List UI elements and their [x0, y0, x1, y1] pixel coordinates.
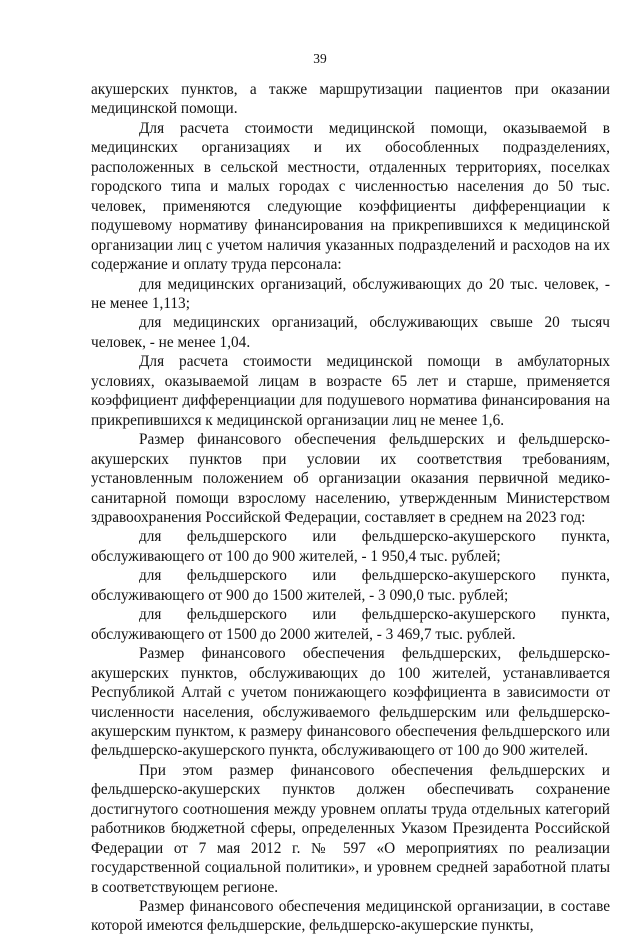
- paragraph: для фельдшерского или фельдшерско-акушерского пункта, обслуживающего от 100 до 900 жителей, - 1 950,4 тыс. рублей;: [91, 528, 610, 565]
- paragraph: Размер финансового обеспечения фельдшерских и фельдшерско-акушерских пунктов при условии их соответствия требованиям, установленным положением об организации оказания первичной медико-санитарной помощи взрослому населению, утвержденным Министерством здравоохранения Российской Федерации, составляет в среднем на 2023 год:: [91, 431, 610, 526]
- document-body: [91, 80, 610, 936]
- paragraph: Для расчета стоимости медицинской помощи, оказываемой в медицинских организациях и их обособленных подразделениях, расположенных в сельской местности, отдаленных территориях, поселках городского типа и малых городах с численностью населения до 50 тыс. человек, применяются следующие коэффициенты дифференциации к подушевому нормативу финансирования на прикрепившихся к медицинской организации лиц с учетом наличия указанных подразделений и расходов на их содержание и оплату труда персонала:: [91, 119, 610, 274]
- paragraph: Размер финансового обеспечения фельдшерских, фельдшерско-акушерских пунктов, обслуживающих до 100 жителей, устанавливается Республикой Алтай с учетом понижающего коэффициента в зависимости от численности населения, обслуживаемого фельдшерским или фельдшерско-акушерским пунктом, к размеру финансового обеспечения фельдшерского или фельдшерско-акушерского пункта, обслуживающего от 100 до 900 жителей.: [91, 645, 610, 760]
- paragraph: При этом размер финансового обеспечения фельдшерских и фельдшерско-акушерских пунктов должен обеспечивать сохранение достигнутого соотношения между уровнем оплаты труда отдельных категорий работников бюджетной сферы, определенных Указом Президента Российской Федерации от 7 мая 2012 г. № 597 «О мероприятиях по реализации государственной социальной политики», и уровнем средней заработной платы в соответствующем регионе.: [91, 761, 610, 896]
- paragraph: для фельдшерского или фельдшерско-акушерского пункта, обслуживающего от 1500 до 2000 жителей, - 3 469,7 тыс. рублей.: [91, 606, 610, 643]
- page-number: 39: [313, 51, 327, 66]
- paragraph: для медицинских организаций, обслуживающих свыше 20 тысяч человек, - не менее 1,04.: [91, 314, 610, 351]
- paragraph: Размер финансового обеспечения медицинской организации, в составе которой имеются фельдшерские, фельдшерско-акушерские пункты,: [91, 898, 610, 935]
- paragraph: для медицинских организаций, обслуживающих до 20 тыс. человек, - не менее 1,113;: [91, 275, 610, 312]
- paragraph: для фельдшерского или фельдшерско-акушерского пункта, обслуживающего от 900 до 1500 жителей, - 3 090,0 тыс. рублей;: [91, 567, 610, 604]
- paragraph-continuation: акушерских пунктов, а также маршрутизации пациентов при оказании медицинской помощи.: [91, 81, 610, 118]
- paragraph: Для расчета стоимости медицинской помощи в амбулаторных условиях, оказываемой лицам в возрасте 65 лет и старше, применяется коэффициент дифференциации для подушевого норматива финансирования на прикрепившихся к медицинской организации лиц не менее 1,6.: [91, 353, 610, 429]
